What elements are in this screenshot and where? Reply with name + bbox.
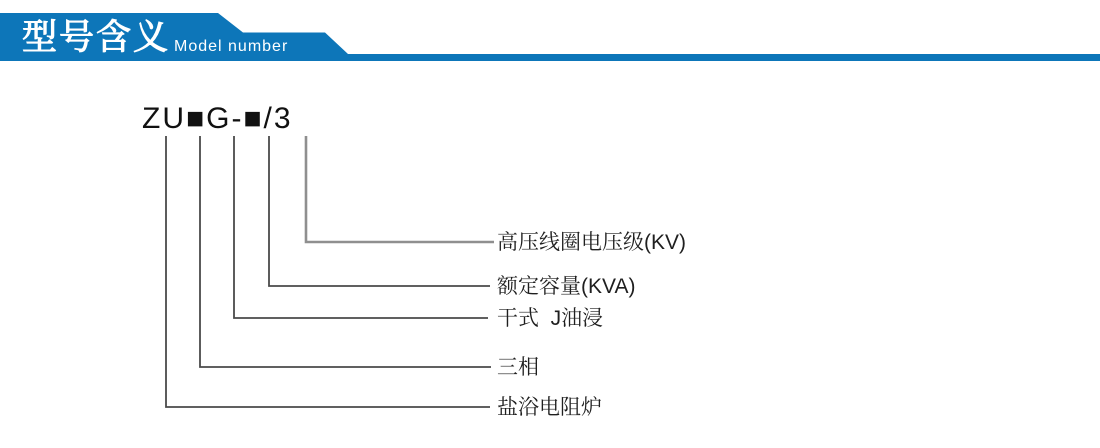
- leader-line-rated-capacity: [269, 136, 490, 286]
- high-voltage-class-label: 高压线圈电压级(KV): [497, 231, 686, 254]
- leader-line-high-voltage: [306, 136, 494, 242]
- leader-line-dry-type: [234, 136, 488, 318]
- page-title: 型号含义: [22, 18, 171, 57]
- leader-line-three-phase: [200, 136, 491, 367]
- three-phase-label: 三相: [497, 356, 539, 379]
- page-subtitle: Model number: [174, 38, 289, 55]
- dry-type-oil-immersed-label: 干式 J油浸: [497, 307, 604, 330]
- rated-capacity-label: 额定容量(KVA): [497, 275, 636, 298]
- model-code: ZU■G-■/3: [142, 102, 293, 135]
- salt-bath-furnace-label: 盐浴电阻炉: [497, 396, 602, 419]
